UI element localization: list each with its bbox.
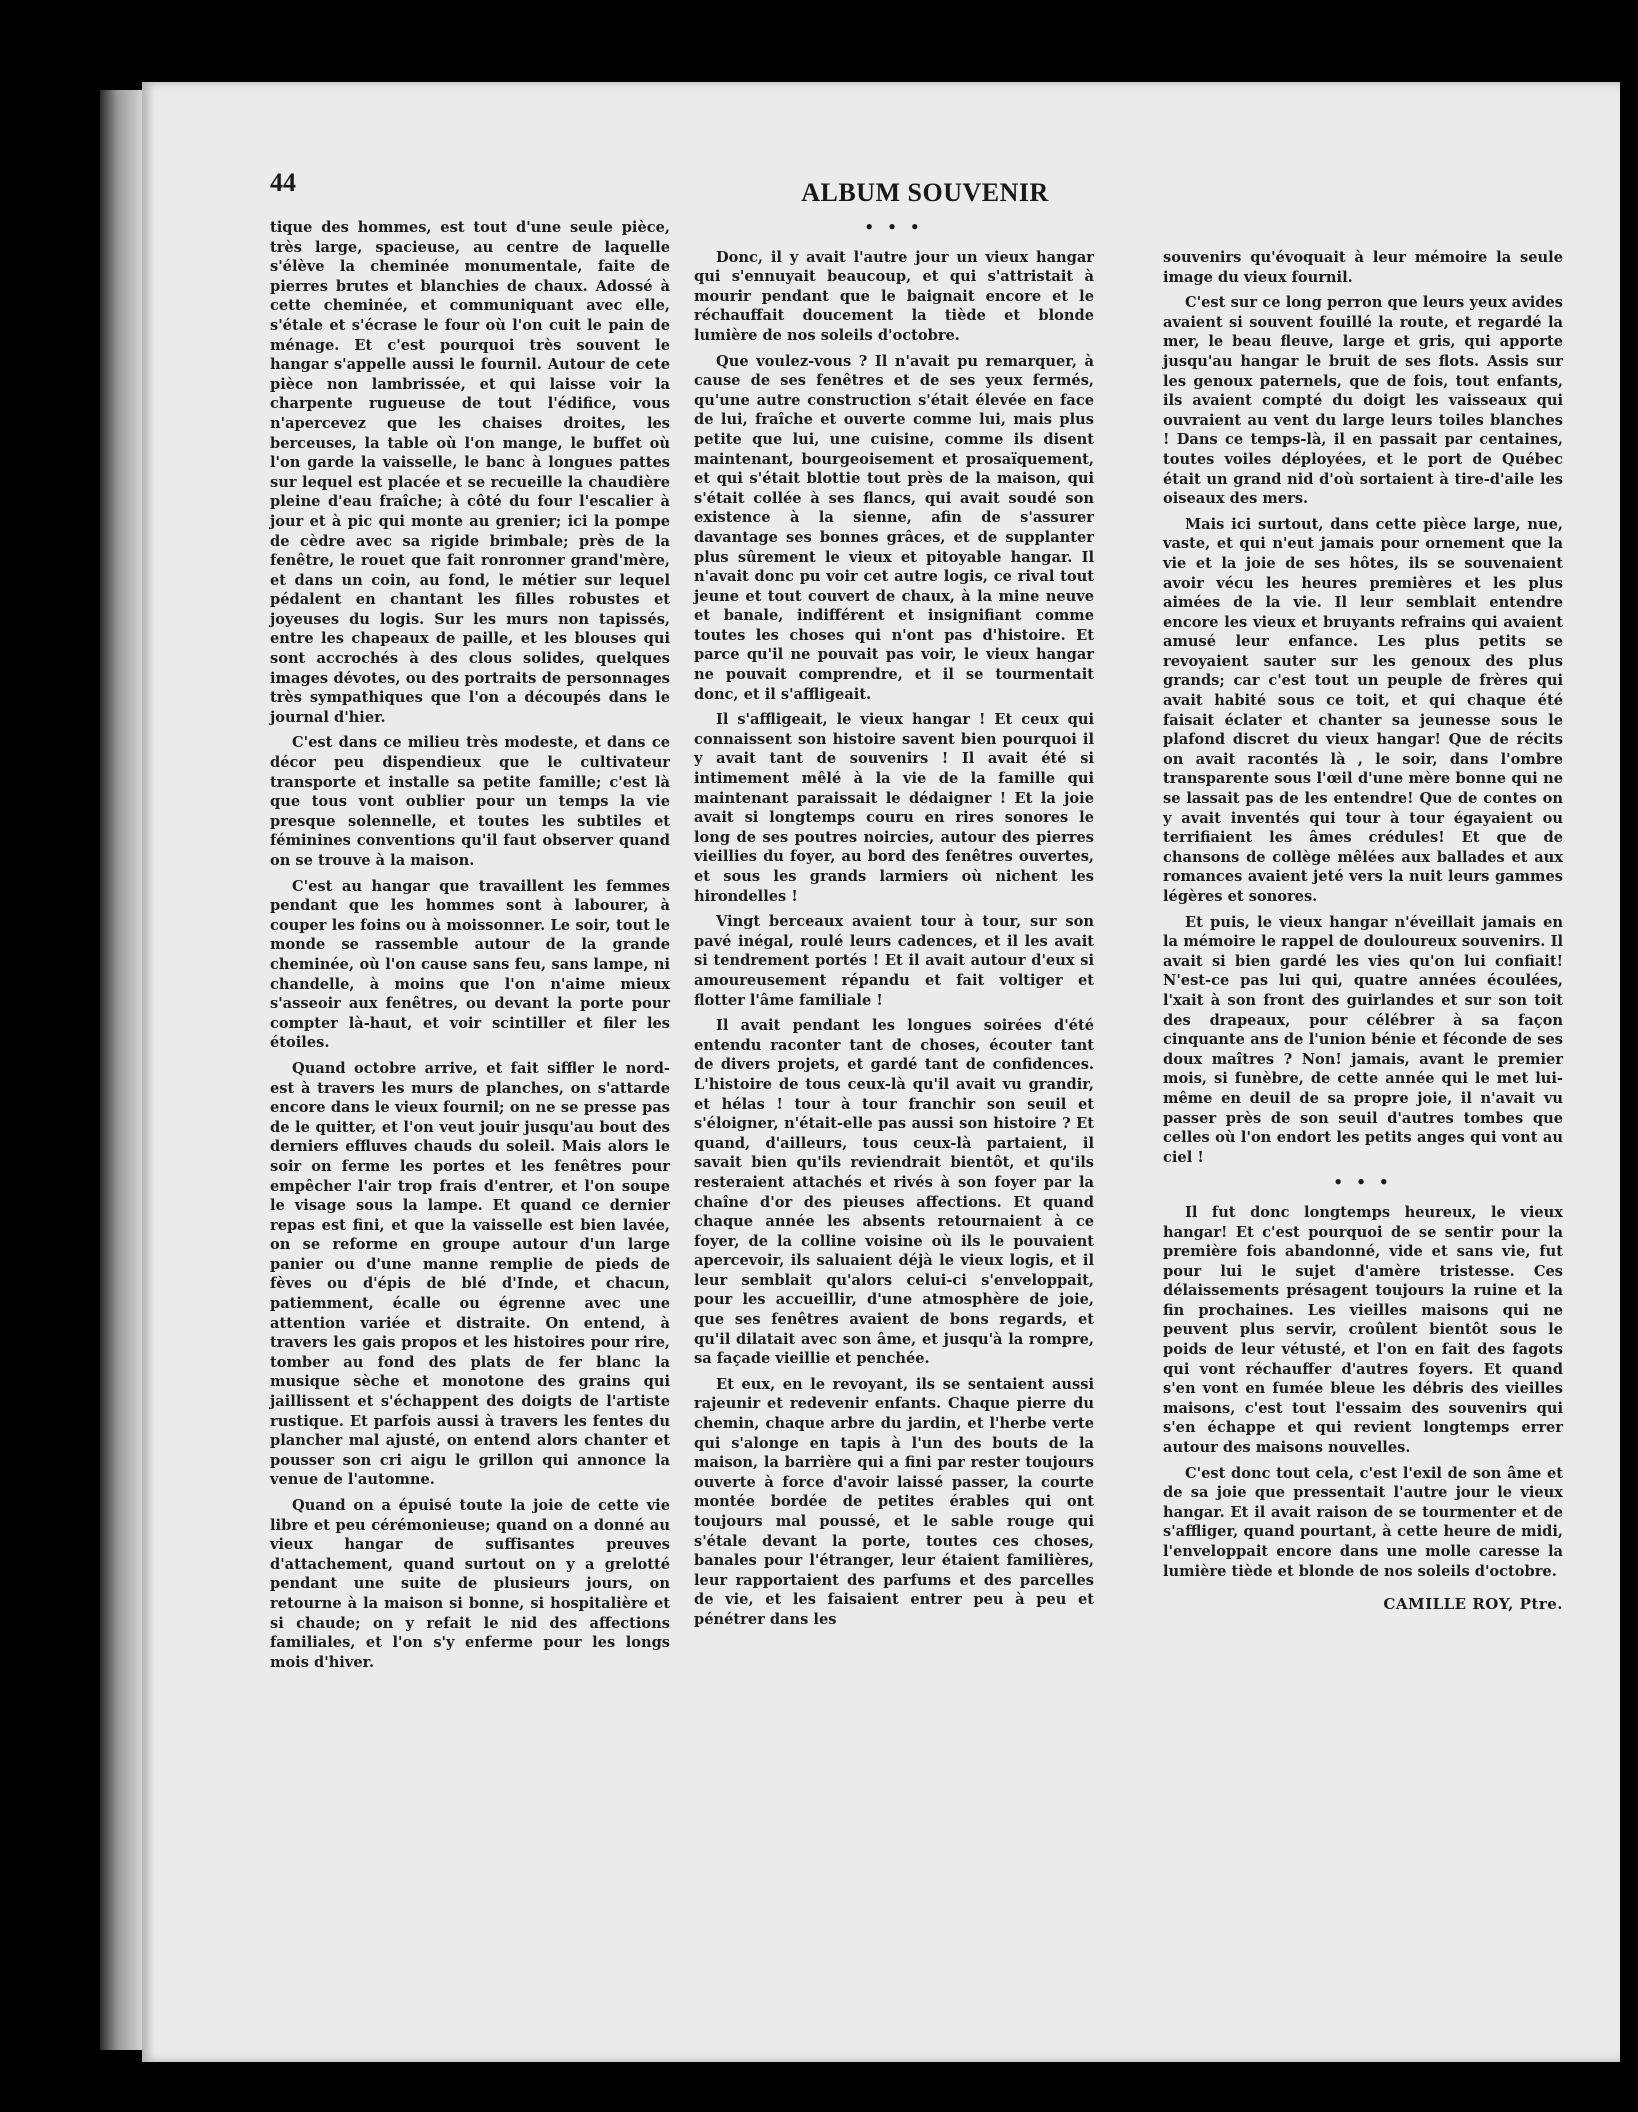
paragraph: Et eux, en le revoyant, ils se sentaient aussi rajeunir et redevenir enfants. Chaque pierre du chemin, chaque arbre du jardin, et l'herbe verte qui s'alonge en tapis à l'un des bouts de la maison, la barrière qui a fini par rester toujours ouverte à force d'avoir laissé passer, la courte montée bordée de petites érables qui ont toujours mal poussé, et le sable rouge qui s'étale devant la porte, toutes ces choses, banales pour l'étranger, leur étaient familières, leur rapportaient des parfums et des parcelles de vie, et les faisaient entrer peu à peu et pénétrer dans les <box>694 1375 1094 1628</box>
author-name: CAMILLE ROY, <box>1383 1595 1514 1614</box>
paragraph: C'est donc tout cela, c'est l'exil de son âme et de sa joie que pressentait l'autre jour le vieux hangar. Et il avait raison de se tourmenter et de s'affliger, quand pourtant, à cette heure de midi, l'enveloppait encore dans une molle caresse la lumière tiède et blonde de nos soleils d'octobre. <box>1163 1464 1563 1580</box>
paragraph: Il fut donc longtemps heureux, le vieux hangar! Et c'est pourquoi de se sentir pour la première fois abandonné, vide et sans vie, fut pour lui le sujet d'amère tristesse. Ces délaissements présagent toujours la ruine et la fin prochaines. Les vieilles maisons qui ne peuvent plus servir, croûlent bientôt sous le poids de leur vétusté, et l'on en fait des fagots qui vont réchauffer d'autres foyers. Et quand s'en vont en fumée bleue les débris des vieilles maisons, c'est tout l'essaim des souvenirs qui s'en échappe et qui revient longtemps errer autour des maisons nouvelles. <box>1163 1203 1563 1457</box>
text-column-1 <box>270 218 670 1678</box>
paragraph: Et puis, le vieux hangar n'éveillait jamais en la mémoire le rappel de douloureux souvenirs. Il avait si bien gardé les vies qu'on lui confiait! N'est-ce pas lui qui, quatre années écoulées, l'xait à son front des guirlandes et sur son toit des drapeaux, pour célébrer à sa façon cinquante ans de l'union bénie et féconde de ses doux maîtres ? Non! jamais, avant le premier mois, si funèbre, de cette année qui le met lui-même en deuil de sa propre joie, il n'avait vu passer près de son seuil d'autres tombes que celles où l'on endort les petits anges qui vont au ciel ! <box>1163 913 1563 1166</box>
paragraph: Donc, il y avait l'autre jour un vieux hangar qui s'ennuyait beaucoup, et qui s'attristait à mourir pendant que le baignait encore et le réchauffait doucement la tiède et blonde lumière de nos soleils d'octobre. <box>694 248 1094 344</box>
paragraph: C'est sur ce long perron que leurs yeux avides avaient si souvent fouillé la route, et regardé la mer, le beau fleuve, large et gris, qui apporte jusqu'au hangar le bruit de ses flots. Assis sur les genoux paternels, que de fois, tout enfants, ils avaient compté du doigt les vaisseaux qui ouvraient au vent du large leurs toiles blanches ! Dans ce temps-là, il en passait par centaines, toutes voiles déployées, et le port de Québec était un grand nid d'où sortaient à tire-d'aile les oiseaux des mers. <box>1163 294 1563 508</box>
paragraph: Quand octobre arrive, et fait siffler le nord-est à travers les murs de planches, on s'attarde encore dans le vieux fournil; on ne se presse pas de le quitter, et l'on veut jouir jusqu'au bout des derniers effluves chauds du soleil. Mais alors le soir on ferme les portes et les fenêtres pour empêcher l'air trop frais d'entrer, et l'on soupe le visage sous la lampe. Et quand ce dernier repas est fini, et que la vaisselle est bien lavée, on se reforme en groupe autour d'un large panier ou d'une manne remplie de pieds de fèves ou d'épis de blé d'Inde, et chacun, patiemment, écalle ou égrenne avec une attention variée et distraite. On entend, à travers les gais propos et les histoires pour rire, tomber au fond des plats de fer blanc la musique sèche et monotone des grains qui jaillissent et s'échappent des doigts de l'artiste rustique. Et parfois aussi à travers les fentes du plancher mal ajusté, on entend alors chanter et pousser son cri aigu le grillon qui annonce la venue de l'automne. <box>270 1059 670 1489</box>
text-column-3 <box>1163 248 1563 1615</box>
paragraph: C'est au hangar que travaillent les femmes pendant que les hommes sont à labourer, à couper les foins ou à moissonner. Le soir, tout le monde se rassemble autour de la grande cheminée, où l'on cause sans feu, sans lampe, ni chandelle, à moins que l'on n'aime mieux s'asseoir aux fenêtres, ou devant la porte pour compter là-haut, et voir scintiller et filer les étoiles. <box>270 877 670 1052</box>
page-number: 44 <box>270 168 296 197</box>
section-separator: • • • <box>864 218 924 236</box>
paragraph: Il avait pendant les longues soirées d'été entendu raconter tant de choses, écouter tant de divers projets, et gardé tant de confidences. L'histoire de tous ceux-là qu'il avait vu grandir, et hélas ! tour à tour franchir son seuil et s'éloigner, n'était-elle pas aussi son histoire ? Et quand, d'ailleurs, tous ceux-là partaient, il savait bien qu'ils reviendrait bientôt, et qu'ils resteraient attachés et rivés à son foyer par la chaîne d'or des pieuses affections. Et quand chaque année les absents retournaient à ce foyer, de la colline voisine où ils le pouvaient apercevoir, ils saluaient déjà le vieux logis, et il leur semblait qu'alors celui-ci s'enveloppait, pour les accueillir, d'une atmosphère de joie, que ses fenêtres avaient de bons regards, et qu'il dilatait avec son âme, et jusqu'à la rompre, sa façade vieillie et penchée. <box>694 1017 1094 1368</box>
paragraph: souvenirs qu'évoquait à leur mémoire la seule image du vieux fournil. <box>1163 249 1563 286</box>
author-signature <box>1163 1595 1563 1615</box>
paragraph: Que voulez-vous ? Il n'avait pu remarquer, à cause de ses fenêtres et de ses yeux fermés, qu'une autre construction s'était élevée en face de lui, fraîche et ouverte comme lui, mais plus petite que lui, une cuisine, comme ils disent maintenant, bourgeoisement et prosaïquement, et qui s'était blottie tout près de la maison, qui s'était collée à ses flancs, qui avait soudé son existence à la sienne, afin de s'assurer davantage ses bonnes grâces, et de supplanter plus sûrement le vieux et pitoyable hangar. Il n'avait donc pu voir cet autre logis, ce rival tout jeune et tout couvert de chaux, à la mine neuve et banale, indifférent et insignifiant comme toutes les choses qui n'ont pas d'histoire. Et parce qu'il ne pouvait pas voir, le vieux hangar ne pouvait comprendre, et il se tourmentait donc, et il s'affligeait. <box>694 352 1094 703</box>
running-head: ALBUM SOUVENIR <box>801 178 1049 207</box>
paragraph: Vingt berceaux avaient tour à tour, sur son pavé inégal, roulé leurs cadences, et il les avait si tendrement portés ! Et il avait autour d'eux si amoureusement répandu et fait voltiger et flotter l'âme familiale ! <box>694 913 1094 1009</box>
text-column-2 <box>694 218 1094 1636</box>
paragraph: Quand on a épuisé toute la joie de cette vie libre et peu cérémonieuse; quand on a donné au vieux hangar de suffisantes preuves d'attachement, quand surtout on y a grelotté pendant une suite de plusieurs jours, on retourne à la maison si bonne, si hospitalière et si chaude; on y refait le nid des affections familiales, et l'on s'y enferme pour les longs mois d'hiver. <box>270 1497 670 1671</box>
paragraph: Mais ici surtout, dans cette pièce large, nue, vaste, et qui n'eut jamais pour ornement que la vie et la joie de ses hôtes, ils se souvenaient avoir vécu les heures premières et les plus aimées de la vie. Il leur semblait entendre encore les vieux et bruyants refrains qui avaient amusé leur enfance. Les plus petits se revoyaient sauter sur les genoux des plus grands; car c'est tout un peuple de frères qui avait habité sous ce toit, et qui chaque été faisait éclater et chanter sa jeunesse sous le plafond discret du vieux hangar! Que de récits on avait racontés là , le soir, dans l'ombre transparente sous l'œil d'une mère bonne qui ne se lassait pas de les entendre! Que de contes on y avait inventés qui tour à tour égayaient ou terrifiaient les âmes crédules! Et que de chansons de collège mêlées aux ballades et aux romances avaient jeté vers la nuit leurs gammes légères et sonores. <box>1163 515 1563 905</box>
section-separator: • • • <box>1333 1173 1393 1192</box>
author-title: Ptre. <box>1519 1595 1563 1614</box>
paragraph: tique des hommes, est tout d'une seule pièce, très large, spacieuse, au centre de laquelle s'élève la cheminée monumentale, faite de pierres brutes et blanchies de chaux. Adossé à cette cheminée, et communiquant avec elle, s'étale et s'écrase le four où l'on cuit le pain de ménage. Et c'est pourquoi très souvent le hangar s'appelle aussi le fournil. Autour de cete pièce non lambrissée, et qui laisse voir la charpente rugueuse de tout l'édifice, vous n'apercevez que les chaises droites, les berceuses, la table où l'on mange, le buffet où l'on garde la vaisselle, le banc à longues pattes sur lequel est placée et se recueille la chaudière pleine d'eau fraîche; à côté du four l'escalier à jour et à pic qui monte au grenier; ici la pompe de cèdre avec sa rigide brimbale; près de la fenêtre, le rouet que fait ronronner grand'mère, et dans un coin, au fond, le métier sur lequel pédalent en chantant les filles robustes et joyeuses du logis. Sur les murs non tapissés, entre les chapeaux de paille, et les blouses qui sont accrochés à des clous solides, quelques images dévotes, ou des portraits de personnages très sympathiques que l'on a découpés dans le journal d'hier. <box>270 219 670 726</box>
book-page-edge <box>100 90 144 2050</box>
paragraph: C'est dans ce milieu très modeste, et dans ce décor peu dispendieux que le cultivateur transporte et installe sa petite famille; c'est là que tous vont oublier pour un temps la vie presque solennelle, et toutes les subtiles et féminines conventions qu'il faut observer quand on se trouve à la maison. <box>270 734 670 869</box>
paragraph: Il s'affligeait, le vieux hangar ! Et ceux qui connaissent son histoire savent bien pourquoi il y avait tant de souvenirs ! Il avait été si intimement mêlé à la vie de la famille qui maintenant paraissait le dédaigner ! Et la joie avait si longtemps couru en rires sonores le long de ses poutres noircies, autour des pierres vieillies du foyer, au bord des fenêtres ouvertes, et sous les grands larmiers où nichent les hirondelles ! <box>694 711 1094 905</box>
